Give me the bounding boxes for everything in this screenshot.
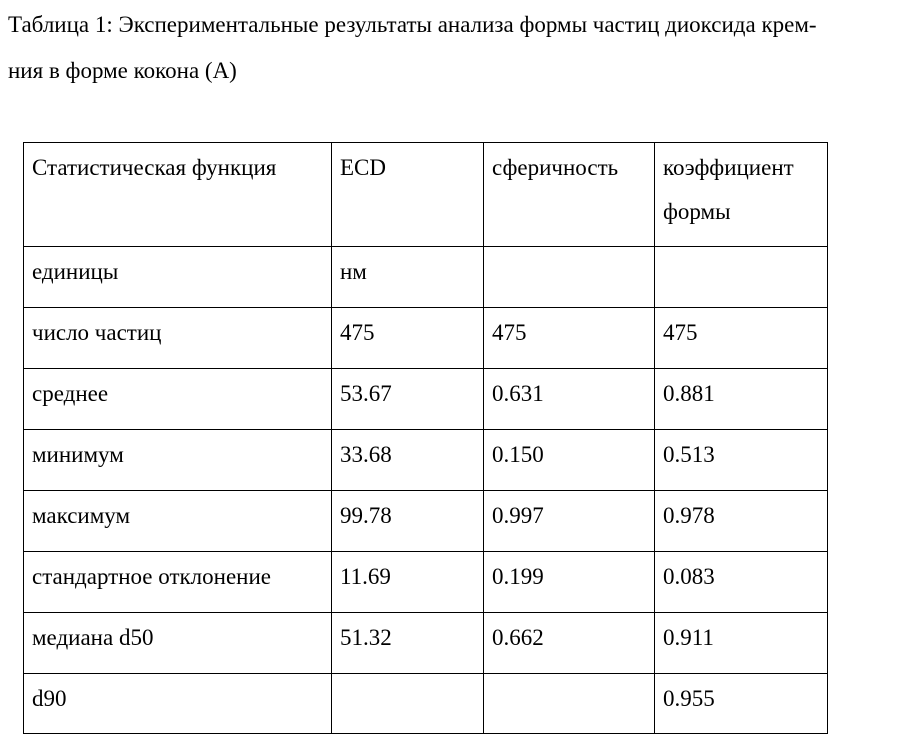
table-cell: 99.78 xyxy=(332,491,484,552)
table-cell: 0.083 xyxy=(655,552,828,613)
caption-line-1: Таблица 1: Экспериментальные результаты анализа формы частиц диоксида крем- xyxy=(8,12,817,37)
table-cell xyxy=(484,674,655,734)
table-cell: 11.69 xyxy=(332,552,484,613)
table-cell xyxy=(484,247,655,308)
table-row xyxy=(24,308,828,369)
table-cell: максимум xyxy=(24,491,332,552)
table-cell: нм xyxy=(332,247,484,308)
table-cell: 0.150 xyxy=(484,430,655,491)
header-cell-function: Статистическая функция xyxy=(24,143,332,247)
table-cell: минимум xyxy=(24,430,332,491)
table-row xyxy=(24,369,828,430)
results-table xyxy=(23,142,828,734)
table-row xyxy=(24,552,828,613)
table-caption xyxy=(8,2,908,94)
table-cell xyxy=(332,674,484,734)
table-cell: 0.997 xyxy=(484,491,655,552)
table-row xyxy=(24,491,828,552)
header-cell-shape-factor: коэффициент формы xyxy=(655,143,828,247)
table-cell: 53.67 xyxy=(332,369,484,430)
table-cell: 475 xyxy=(332,308,484,369)
header-cell-ecd: ECD xyxy=(332,143,484,247)
table-cell: 33.68 xyxy=(332,430,484,491)
table-cell: 0.978 xyxy=(655,491,828,552)
table-row xyxy=(24,674,828,734)
table-cell: единицы xyxy=(24,247,332,308)
table-cell: среднее xyxy=(24,369,332,430)
table-header-row xyxy=(24,143,828,247)
header-cell-sphericity: сферичность xyxy=(484,143,655,247)
table-cell: 0.199 xyxy=(484,552,655,613)
table-cell: 0.911 xyxy=(655,613,828,674)
table-cell: стандартное отклонение xyxy=(24,552,332,613)
table-cell: число частиц xyxy=(24,308,332,369)
table-row xyxy=(24,247,828,308)
table-cell: d90 xyxy=(24,674,332,734)
table-row xyxy=(24,613,828,674)
table-cell: 0.662 xyxy=(484,613,655,674)
table-cell: 475 xyxy=(484,308,655,369)
table-row xyxy=(24,430,828,491)
table-cell: 0.955 xyxy=(655,674,828,734)
table-cell: 0.881 xyxy=(655,369,828,430)
table-cell: 475 xyxy=(655,308,828,369)
table-cell: 0.631 xyxy=(484,369,655,430)
table-cell: медиана d50 xyxy=(24,613,332,674)
caption-line-2: ния в форме кокона (А) xyxy=(8,58,237,83)
table-cell: 51.32 xyxy=(332,613,484,674)
table-cell xyxy=(655,247,828,308)
table-cell: 0.513 xyxy=(655,430,828,491)
